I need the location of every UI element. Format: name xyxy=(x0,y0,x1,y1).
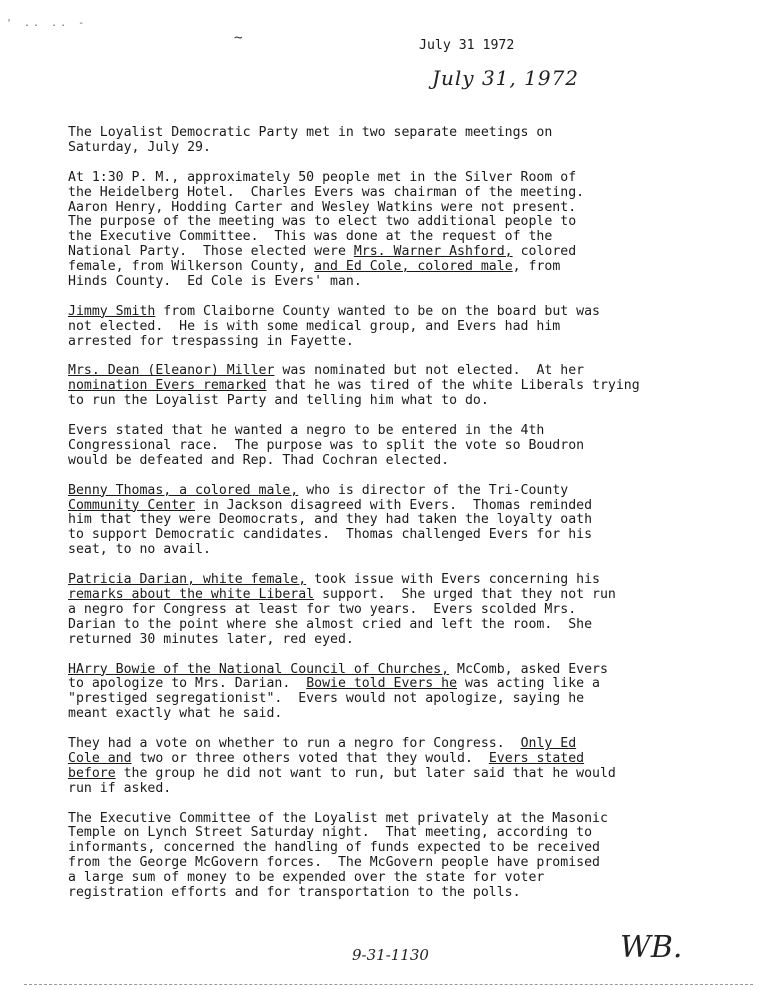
text-run: who is director of the Tri-County xyxy=(306,482,569,498)
underlined-text: Evers stated before xyxy=(68,750,585,781)
text-run: was acting like a "prestiged segregationist". Evers would not apologize, saying he meant exactly what he said. xyxy=(68,676,600,722)
text-run: from Claiborne County wanted to be on the board but was not elected. He is with some medical group, and Evers had him arrested for trespassing in Fayette. xyxy=(68,303,600,349)
underlined-text: nomination Evers remarked xyxy=(68,378,267,394)
paragraph-2 xyxy=(68,171,728,290)
text-run: took issue with Evers concerning his xyxy=(314,572,600,588)
underlined-text: Jimmy Smith xyxy=(68,303,156,319)
typed-date: July 31 1972 xyxy=(419,38,515,53)
underlined-text: Benny Thomas, a colored male, xyxy=(68,482,299,498)
text-run: They had a vote on whether to run a negro for Congress. xyxy=(68,736,521,752)
corner-marks: ' .. .. - xyxy=(6,18,88,29)
paragraph-10 xyxy=(68,812,728,901)
paragraph-9 xyxy=(68,737,728,797)
underlined-text: Community Center xyxy=(68,497,196,513)
text-run: At 1:30 P. M., approximately 50 people met in the Silver Room of the Heidelberg Hotel. Charles Evers was chairman of the meeting. Aaron Henry, Hodding Carter and Wesley Watkins were not present. The purpose of the meeting was to elect two additional people to the Executive Committee. This was done at the request of the National Party. Those elected were xyxy=(68,169,585,260)
underlined-text: Only Ed Cole and xyxy=(68,736,577,766)
paragraph-5 xyxy=(68,424,728,469)
paragraph-3 xyxy=(68,305,728,350)
underlined-text: Bowie told Evers he xyxy=(306,676,458,692)
text-run: in Jackson disagreed with Evers. Thomas reminded him that they were Deomocrats, and they had taken the loyalty oath to support Democratic candidates. Thomas challenged Evers for his seat, to no avail. xyxy=(68,497,593,558)
text-run: Evers stated that he wanted a negro to be entered in the 4th Congressional race. The purpose was to split the vote so Boudron would be defeated and Rep. Thad Cochran elected. xyxy=(68,423,585,468)
paragraph-4 xyxy=(68,364,728,409)
memo-body xyxy=(68,126,728,916)
underlined-text: Patricia Darian, white female, xyxy=(68,572,307,588)
text-run: that he was tired of the white Liberals trying to run the Loyalist Party and telling him what to do. xyxy=(68,378,640,409)
text-run: two or three others voted that they would. xyxy=(131,750,489,766)
arrow-mark: ~ xyxy=(234,30,243,46)
handwritten-initials: WB. xyxy=(620,930,683,965)
text-run: McComb, asked Evers to apologize to Mrs. Darian. xyxy=(68,661,608,692)
footer-rule xyxy=(24,984,753,985)
text-run: colored female, from Wilkerson County, xyxy=(68,244,577,275)
paragraph-8 xyxy=(68,663,728,723)
paragraph-7 xyxy=(68,573,728,648)
text-run: , from Hinds County. Ed Cole is Evers' man. xyxy=(68,259,561,290)
underlined-text: HArry Bowie of the National Council of Churches, xyxy=(68,661,450,677)
text-run: The Loyalist Democratic Party met in two separate meetings on Saturday, July 29. xyxy=(68,125,553,155)
underlined-text: Mrs. Dean (Eleanor) Miller xyxy=(68,363,275,379)
text-run: the group he did not want to run, but later said that he would run if asked. xyxy=(68,765,616,796)
underlined-text: and Ed Cole, colored male xyxy=(314,259,513,275)
text-run: was nominated but not elected. At her xyxy=(282,363,585,379)
paragraph-6 xyxy=(68,484,728,559)
text-run: The Executive Committee of the Loyalist met privately at the Masonic Temple on Lynch Street Saturday night. That meeting, according to informants, concerned the handling of funds expected to be received from the George McGovern forces. The McGovern people have promised a large sum of money to be expended over the state for voter registration efforts and for transportation to the polls. xyxy=(68,810,608,901)
underlined-text: Mrs. Warner Ashford, xyxy=(353,244,513,260)
paragraph-1 xyxy=(68,126,728,156)
underlined-text: remarks about the white Liberal xyxy=(68,587,315,602)
handwritten-date: July 31, 1972 xyxy=(432,66,580,90)
file-number: 9-31-1130 xyxy=(352,946,429,964)
text-run: support. She urged that they not run a negro for Congress at least for two years. Evers scolded Mrs. Darian to the point where she almost cried and left the room. She returned 30 minutes later, red eyed. xyxy=(68,587,616,647)
